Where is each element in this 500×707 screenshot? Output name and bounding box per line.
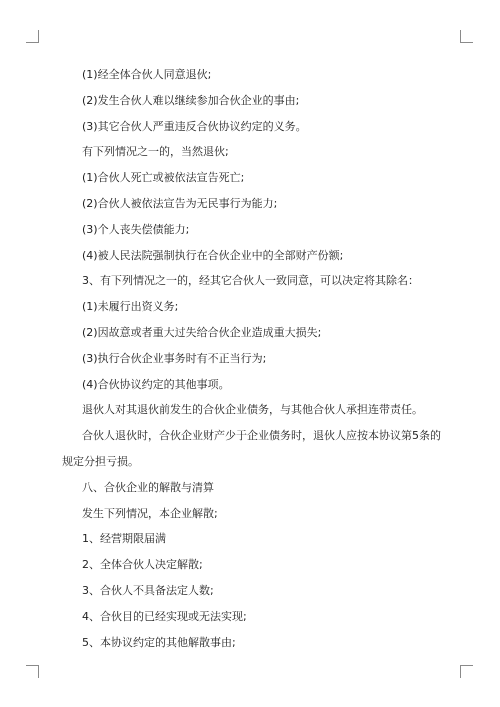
paragraph: (4)合伙协议约定的其他事项。 bbox=[82, 377, 230, 391]
paragraph: 退伙人对其退伙前发生的合伙企业债务，与其他合伙人承担连带责任。 bbox=[82, 403, 423, 417]
crop-mark-top-right bbox=[460, 30, 473, 43]
paragraph: 5、本协议约定的其他解散事由; bbox=[82, 635, 236, 649]
paragraph: (3)执行合伙企业事务时有不正当行为; bbox=[82, 351, 267, 365]
paragraph: (3)其它合伙人严重违反合伙协议约定的义务。 bbox=[82, 119, 307, 133]
paragraph: 发生下列情况，本企业解散; bbox=[82, 506, 218, 520]
crop-mark-bottom-left bbox=[26, 665, 39, 678]
paragraph: 2、全体合伙人决定解散; bbox=[82, 558, 203, 572]
paragraph: 4、合伙目的已经实现或无法实现; bbox=[82, 609, 247, 623]
paragraph: 3、有下列情况之一的，经其它合伙人一致同意，可以决定将其除名： bbox=[82, 274, 419, 288]
paragraph: (1)合伙人死亡或被依法宣告死亡; bbox=[82, 171, 245, 185]
paragraph: 3、合伙人不具备法定人数; bbox=[82, 583, 214, 597]
section-heading: 八、合伙企业的解散与清算 bbox=[82, 480, 214, 494]
paragraph: (2)因故意或者重大过失给合伙企业造成重大损失; bbox=[82, 325, 322, 339]
document-body bbox=[62, 62, 442, 655]
paragraph: (2)合伙人被依法宣告为无民事行为能力; bbox=[82, 196, 278, 210]
paragraph: (2)发生合伙人难以继续参加合伙企业的事由; bbox=[82, 93, 300, 107]
paragraph: (3)个人丧失偿债能力; bbox=[82, 222, 190, 236]
crop-mark-top-left bbox=[26, 30, 39, 43]
paragraph: 合伙人退伙时，合伙企业财产少于企业债务时，退伙人应按本协议第5条的规定分担亏损。 bbox=[62, 429, 441, 468]
paragraph: (4)被人民法院强制执行在合伙企业中的全部财产份额; bbox=[82, 248, 344, 262]
paragraph: (1)经全体合伙人同意退伙; bbox=[82, 68, 212, 81]
paragraph: (1)未履行出资义务; bbox=[82, 300, 179, 314]
paragraph: 1、经营期限届满 bbox=[82, 532, 166, 546]
crop-mark-bottom-right bbox=[460, 665, 473, 678]
paragraph: 有下列情况之一的，当然退伙; bbox=[82, 145, 229, 159]
